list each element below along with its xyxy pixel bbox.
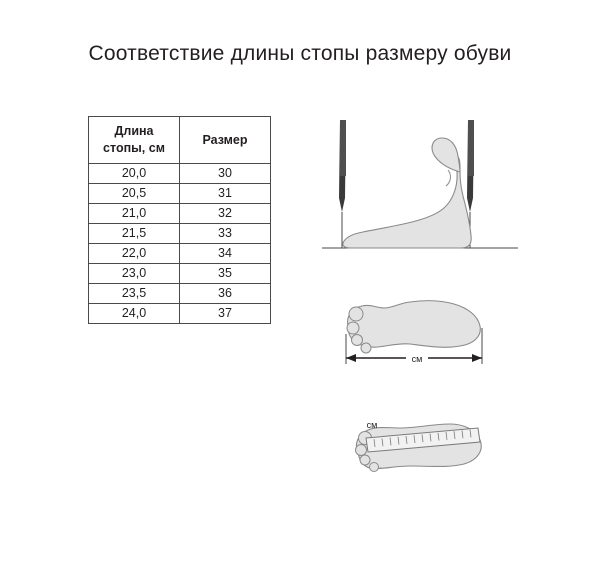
dimension-unit-label: см [411,354,423,364]
foot-side-silhouette [343,156,471,248]
cell-length: 23,0 [89,264,180,284]
table-row [89,184,271,204]
cell-length: 23,5 [89,284,180,304]
figure-foot-top-view [332,276,512,376]
ruler-unit-label: см [366,420,378,430]
table-row [89,244,271,264]
table-row [89,264,271,284]
caliper-left-icon [339,120,346,248]
table-row [89,164,271,184]
cell-length: 22,0 [89,244,180,264]
foot-top-view-icon [332,276,512,376]
column-header-size: Размер [180,117,271,164]
foot-top-silhouette [348,301,481,348]
figure-foot-side-view [320,112,520,262]
ankle-shape [432,138,460,172]
cell-size: 34 [180,244,271,264]
cell-length: 20,0 [89,164,180,184]
size-table-container [88,116,271,324]
table-body [89,164,271,324]
heel-detail-line [446,170,450,186]
column-header-length-line1: Длина [114,124,154,138]
cell-length: 20,5 [89,184,180,204]
column-header-length [89,117,180,164]
foot-length-size-table [88,116,271,324]
arrow-left-icon [346,354,356,362]
cell-length: 21,5 [89,224,180,244]
cell-length: 24,0 [89,304,180,324]
page-title: Соответствие длины стопы размеру обуви [88,42,512,65]
cell-size: 33 [180,224,271,244]
table-row [89,284,271,304]
table-row [89,204,271,224]
foot-ruler-icon [336,402,516,492]
arrow-right-icon [472,354,482,362]
table-row [89,304,271,324]
cell-size: 32 [180,204,271,224]
cell-size: 30 [180,164,271,184]
figure-foot-with-ruler [336,402,516,492]
table-header [89,117,271,164]
cell-size: 31 [180,184,271,204]
table-row [89,224,271,244]
cell-size: 36 [180,284,271,304]
cell-size: 37 [180,304,271,324]
cell-size: 35 [180,264,271,284]
cell-length: 21,0 [89,204,180,224]
column-header-length-line2: стопы, см [103,141,165,155]
table-header-row [89,117,271,164]
foot-side-view-icon [320,112,520,262]
